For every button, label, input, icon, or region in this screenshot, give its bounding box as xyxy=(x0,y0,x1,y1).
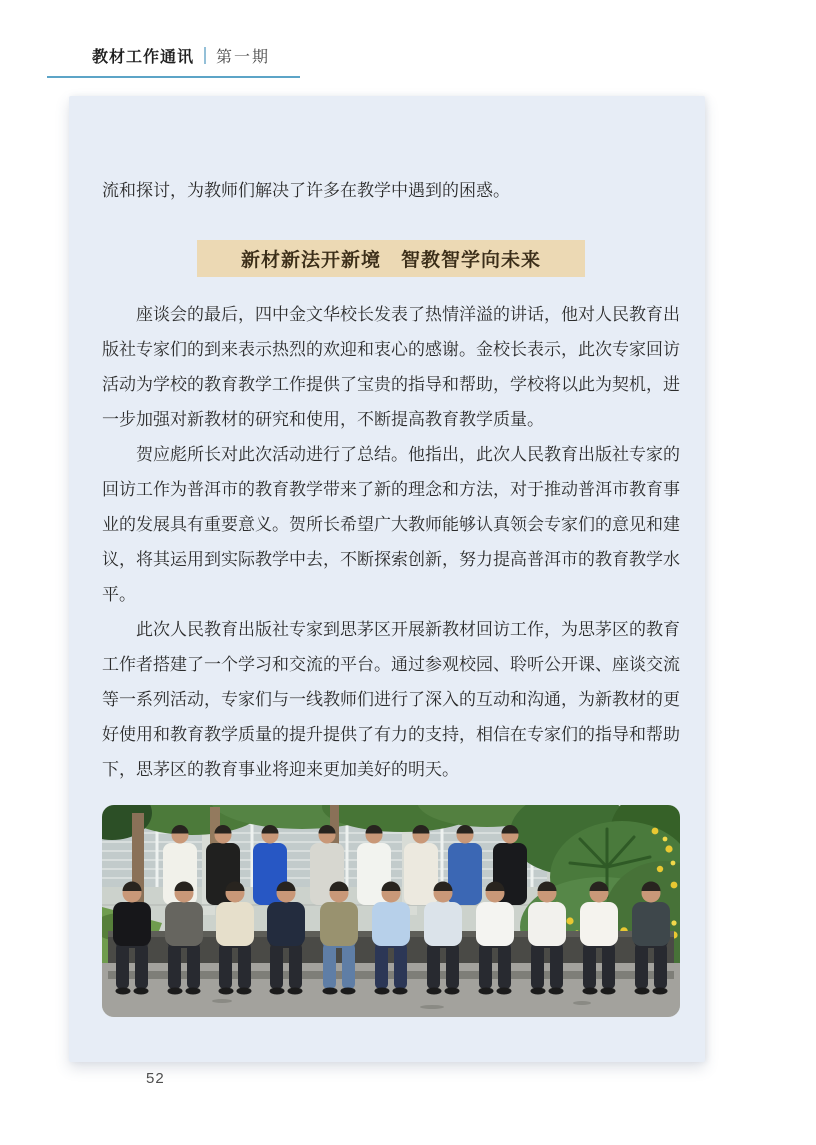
content-panel xyxy=(69,96,705,1062)
group-photo-illustration xyxy=(102,805,680,1017)
page-number: 52 xyxy=(146,1070,165,1087)
paragraph: 座谈会的最后，四中金文华校长发表了热情洋溢的讲话，他对人民教育出版社专家们的到来表示热烈的欢迎和衷心的感谢。金校长表示，此次专家回访活动为学校的教育教学工作提供了宝贵的指导和帮助，学校将以此为契机，进一步加强对新教材的研究和使用，不断提高教育教学质量。 xyxy=(102,305,680,429)
section-banner xyxy=(197,240,585,277)
continuation-paragraph: 流和探讨，为教师们解决了许多在教学中遇到的困惑。 xyxy=(102,181,510,200)
group-photo xyxy=(102,805,680,1017)
paragraph: 贺应彪所长对此次活动进行了总结。他指出，此次人民教育出版社专家的回访工作为普洱市的教育教学带来了新的理念和方法，对于推动普洱市教育事业的发展具有重要意义。贺所长希望广大教师能够认真领会专家们的意见和建议，将其运用到实际教学中去，不断探索创新，努力提高普洱市的教育教学水平。 xyxy=(102,445,680,604)
page-header xyxy=(47,40,300,78)
paragraph: 此次人民教育出版社专家到思茅区开展新教材回访工作，为思茅区的教育工作者搭建了一个学习和交流的平台。通过参观校园、聆听公开课、座谈交流等一系列活动，专家们与一线教师们进行了深入的互动和沟通，为新教材的更好使用和教育教学质量的提升提供了有力的支持，相信在专家们的指导和帮助下，思茅区的教育事业将迎来更加美好的明天。 xyxy=(102,620,680,779)
section-banner-title: 新材新法开新境 智教智学向未来 xyxy=(240,250,541,271)
newsletter-title: 教材工作通讯 xyxy=(92,49,195,66)
issue-label: 第一期 xyxy=(216,49,271,66)
header-divider xyxy=(204,47,206,64)
